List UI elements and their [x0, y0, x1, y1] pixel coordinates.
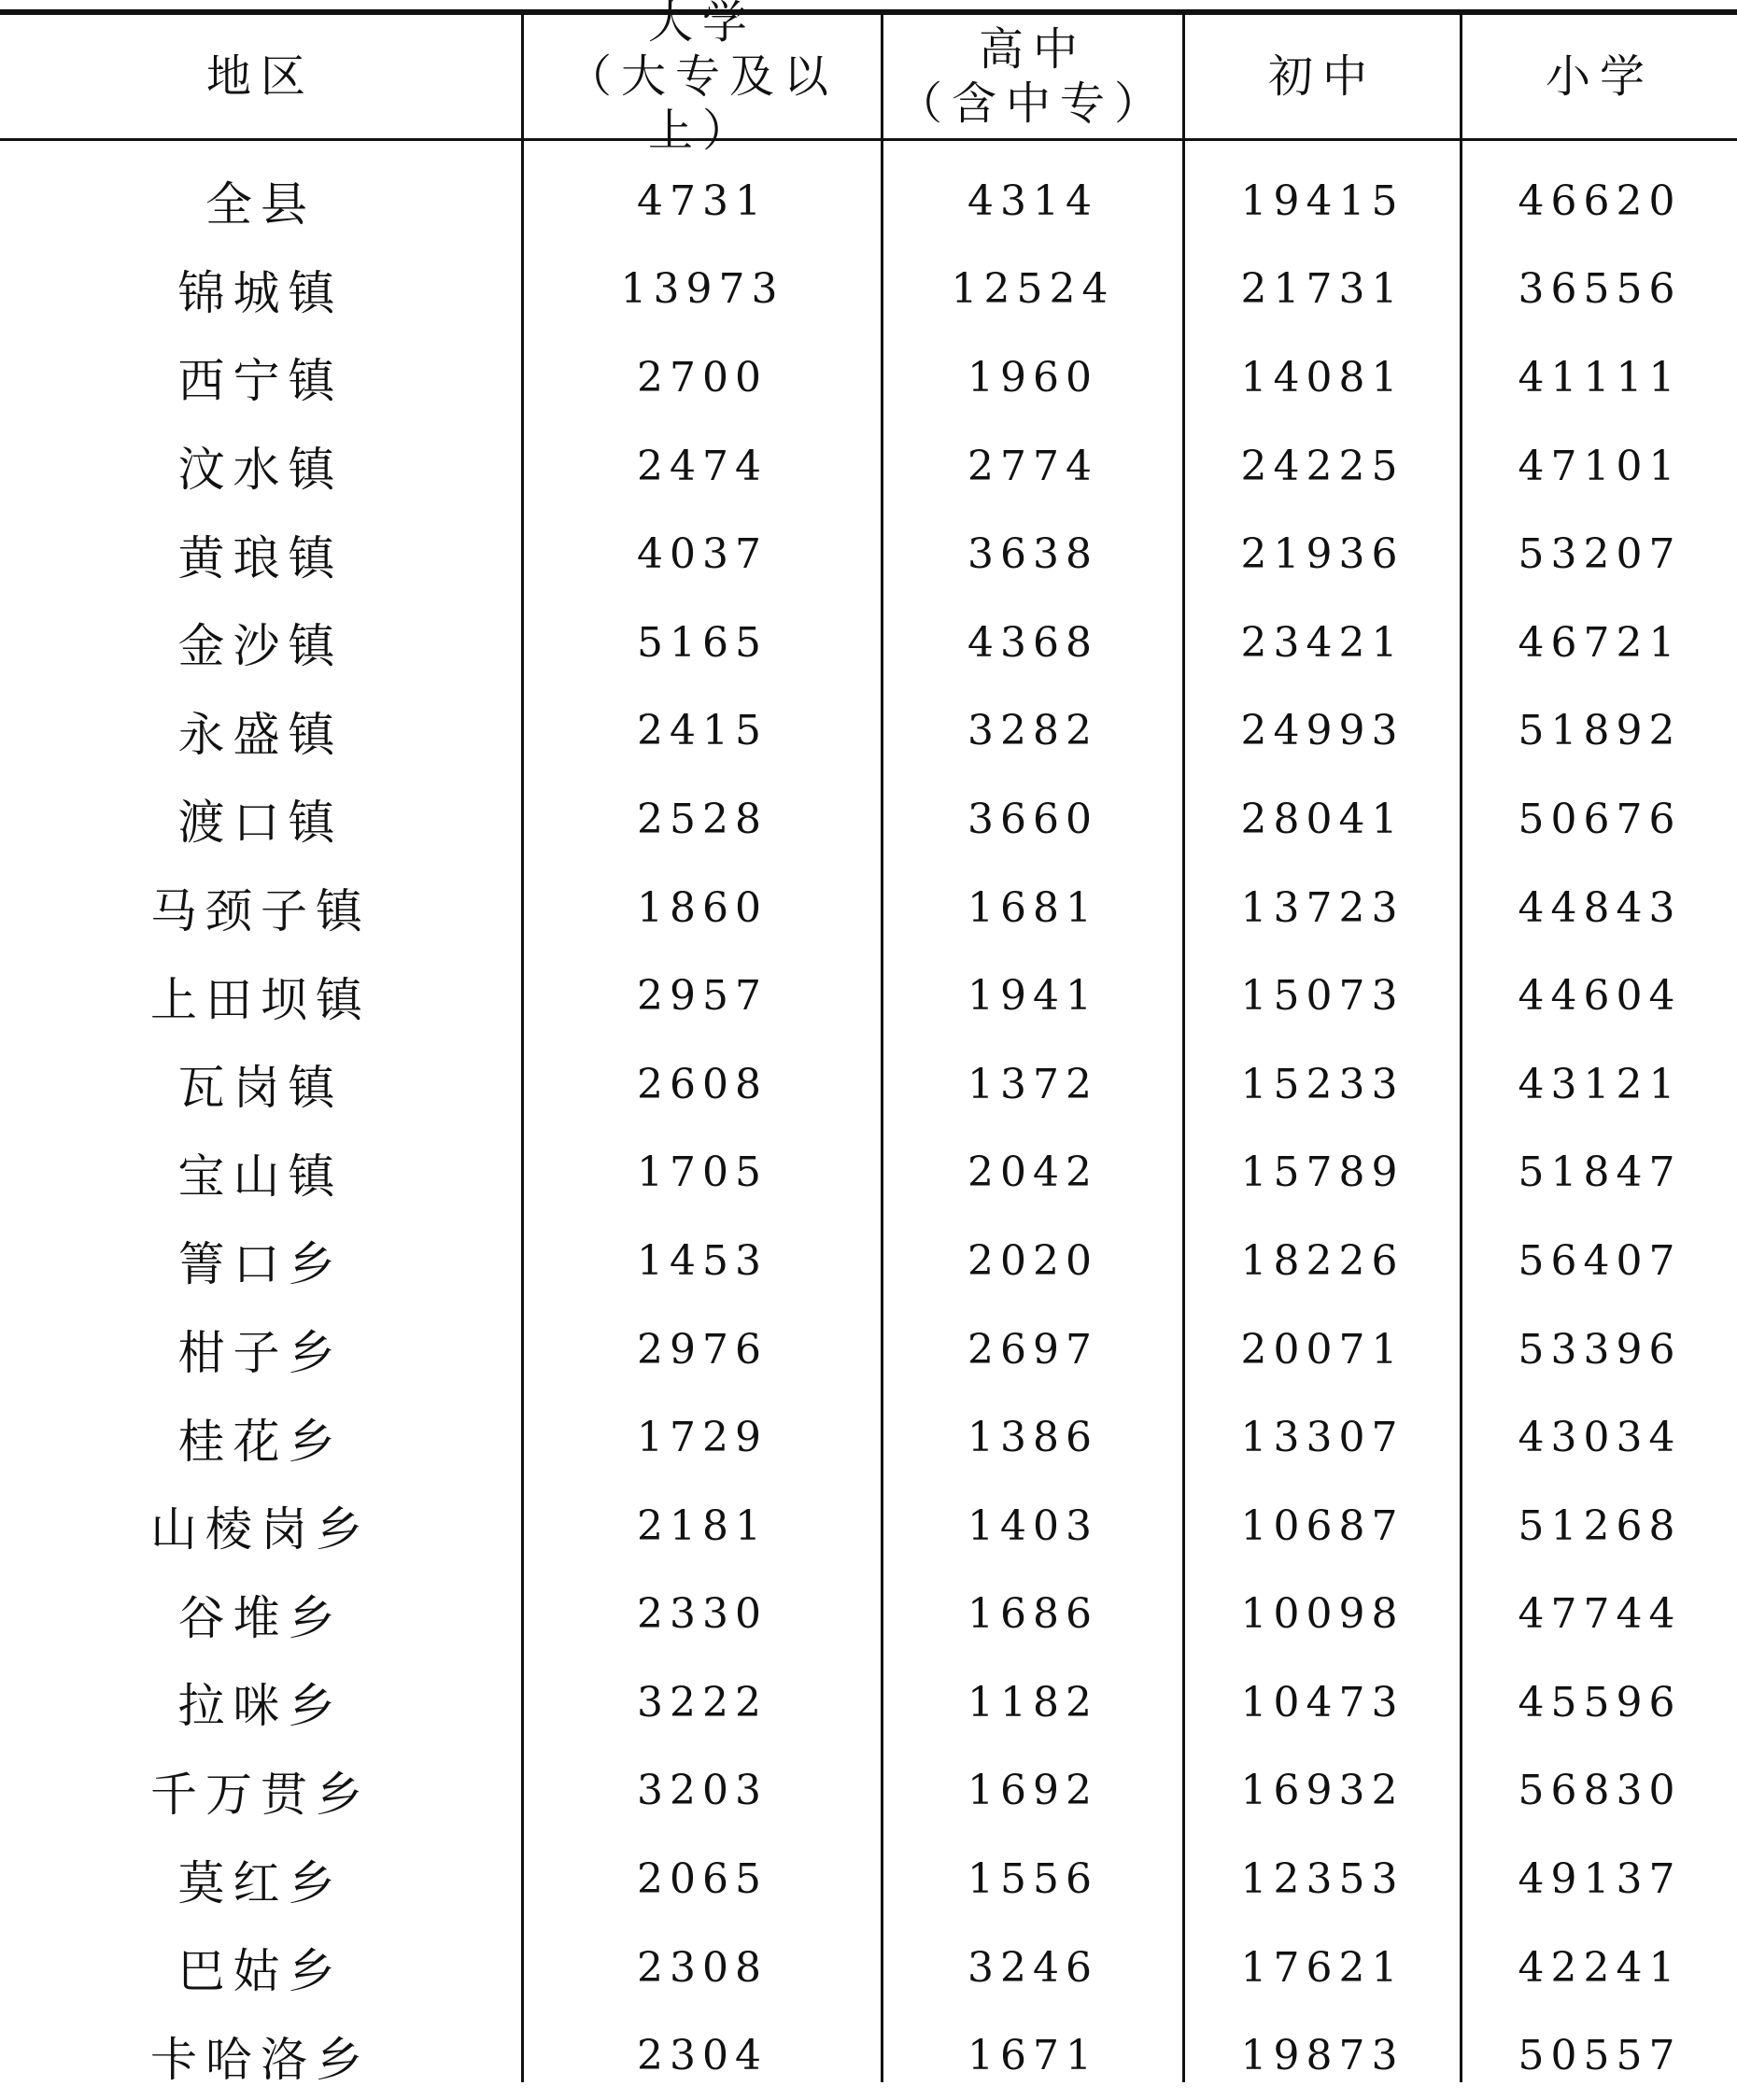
cell-university: 3203: [637, 1767, 768, 1815]
cell-junior-middle: 14081: [1240, 353, 1405, 402]
cell-high-school: 1372: [967, 1060, 1098, 1108]
cell-high-school: 1941: [967, 972, 1098, 1021]
cell-high-school: 1960: [967, 353, 1098, 402]
header-primary: [1462, 15, 1737, 138]
cell-region: 黄琅镇: [177, 530, 344, 585]
header-university-label: 大学: [647, 0, 756, 49]
cell-region: 马颈子镇: [150, 884, 371, 939]
cell-primary: 53207: [1518, 530, 1682, 579]
cell-high-school: 12524: [951, 265, 1115, 314]
header-university-note: （大专及以上）: [566, 50, 838, 157]
table-row: [0, 1129, 1737, 1218]
cell-primary: 47744: [1518, 1590, 1682, 1639]
table-row: [0, 1835, 1737, 1924]
cell-university: 2957: [637, 972, 768, 1021]
cell-junior-middle: 15789: [1240, 1149, 1405, 1197]
cell-region: 山棱岗乡: [150, 1502, 371, 1557]
cell-primary: 47101: [1518, 442, 1682, 490]
cell-university: 2330: [637, 1590, 768, 1639]
header-high-school-label: 高中: [978, 23, 1087, 76]
cell-primary: 53396: [1518, 1325, 1682, 1374]
cell-junior-middle: 13723: [1240, 883, 1405, 932]
cell-university: 2304: [637, 2032, 768, 2080]
cell-university: 1729: [637, 1414, 768, 1462]
cell-region: 金沙镇: [177, 619, 344, 674]
cell-junior-middle: 15233: [1240, 1060, 1405, 1108]
cell-university: 1453: [637, 1236, 768, 1285]
cell-university: 2308: [637, 1943, 768, 1992]
cell-junior-middle: 24993: [1240, 707, 1405, 755]
cell-junior-middle: 19415: [1240, 176, 1405, 225]
table-body: [0, 157, 1737, 2100]
cell-university: 2415: [637, 707, 768, 755]
cell-high-school: 1681: [967, 883, 1098, 932]
table-row: [0, 951, 1737, 1040]
cell-high-school: 3246: [967, 1943, 1098, 1992]
cell-primary: 43121: [1518, 1060, 1682, 1108]
cell-junior-middle: 12353: [1240, 1855, 1405, 1904]
cell-primary: 51268: [1518, 1501, 1682, 1550]
cell-junior-middle: 10098: [1240, 1590, 1405, 1639]
cell-high-school: 3660: [967, 795, 1098, 843]
cell-junior-middle: 13307: [1240, 1414, 1405, 1462]
table-row: [0, 2011, 1737, 2100]
header-high-school: [883, 15, 1182, 138]
cell-high-school: 1386: [967, 1414, 1098, 1462]
cell-primary: 41111: [1518, 353, 1682, 402]
cell-university: 5165: [637, 618, 768, 667]
cell-primary: 36556: [1518, 265, 1682, 314]
cell-junior-middle: 17621: [1240, 1943, 1405, 1992]
table-row: [0, 1393, 1737, 1482]
cell-high-school: 2697: [967, 1325, 1098, 1374]
table-row: [0, 864, 1737, 952]
cell-university: 2608: [637, 1060, 768, 1108]
cell-primary: 51892: [1518, 707, 1682, 755]
cell-primary: 46721: [1518, 618, 1682, 667]
cell-high-school: 1556: [967, 1855, 1098, 1904]
table-row: [0, 1658, 1737, 1747]
cell-region: 瓦岗镇: [177, 1061, 344, 1116]
cell-region: 千万贯乡: [150, 1767, 371, 1822]
table-row: [0, 157, 1737, 246]
cell-primary: 44604: [1518, 972, 1682, 1021]
table-row: [0, 599, 1737, 687]
cell-junior-middle: 15073: [1240, 972, 1405, 1021]
cell-primary: 50557: [1518, 2032, 1682, 2080]
cell-university: 1860: [637, 883, 768, 932]
cell-region: 莫红乡: [177, 1855, 344, 1910]
cell-region: 锦城镇: [177, 265, 344, 320]
cell-region: 拉咪乡: [177, 1679, 344, 1734]
cell-high-school: 2774: [967, 442, 1098, 490]
table-row: [0, 1571, 1737, 1659]
cell-region: 柑子乡: [177, 1326, 344, 1381]
table-row: [0, 333, 1737, 422]
cell-high-school: 4314: [967, 176, 1098, 225]
cell-primary: 56830: [1518, 1767, 1682, 1815]
table-row: [0, 775, 1737, 864]
cell-university: 3222: [637, 1678, 768, 1727]
cell-primary: 50676: [1518, 795, 1682, 843]
cell-primary: 44843: [1518, 883, 1682, 932]
cell-primary: 56407: [1518, 1236, 1682, 1285]
table-row: [0, 1040, 1737, 1129]
header-region-label: 地区: [205, 50, 315, 103]
table-row: [0, 1217, 1737, 1305]
cell-high-school: 2042: [967, 1149, 1098, 1197]
cell-region: 桂花乡: [177, 1414, 344, 1469]
header-junior-middle: [1185, 15, 1460, 138]
cell-junior-middle: 21936: [1240, 530, 1405, 579]
cell-junior-middle: 10687: [1240, 1501, 1405, 1550]
header-junior-middle-label: 初中: [1267, 50, 1377, 103]
cell-primary: 45596: [1518, 1678, 1682, 1727]
table-row: [0, 246, 1737, 334]
cell-region: 汶水镇: [177, 443, 344, 498]
cell-high-school: 3638: [967, 530, 1098, 579]
header-university: [524, 0, 881, 157]
table-row: [0, 510, 1737, 599]
cell-primary: 43034: [1518, 1414, 1682, 1462]
cell-high-school: 1686: [967, 1590, 1098, 1639]
table-row: [0, 1747, 1737, 1836]
cell-junior-middle: 16932: [1240, 1767, 1405, 1815]
cell-university: 2181: [637, 1501, 768, 1550]
cell-university: 4731: [637, 176, 768, 225]
cell-region: 卡哈洛乡: [150, 2032, 371, 2087]
cell-university: 2528: [637, 795, 768, 843]
cell-primary: 49137: [1518, 1855, 1682, 1904]
cell-region: 永盛镇: [177, 707, 344, 762]
cell-junior-middle: 23421: [1240, 618, 1405, 667]
cell-primary: 42241: [1518, 1943, 1682, 1992]
table-row: [0, 422, 1737, 511]
cell-region: 箐口乡: [177, 1237, 344, 1292]
cell-junior-middle: 28041: [1240, 795, 1405, 843]
cell-high-school: 1671: [967, 2032, 1098, 2080]
cell-region: 渡口镇: [177, 796, 344, 851]
cell-junior-middle: 18226: [1240, 1236, 1405, 1285]
cell-university: 1705: [637, 1149, 768, 1197]
table-row: [0, 687, 1737, 776]
cell-junior-middle: 10473: [1240, 1678, 1405, 1727]
cell-university: 2700: [637, 353, 768, 402]
table-row: [0, 1924, 1737, 2012]
cell-high-school: 1182: [967, 1678, 1098, 1727]
header-primary-label: 小学: [1545, 50, 1654, 103]
cell-university: 2065: [637, 1855, 768, 1904]
table-row: [0, 1482, 1737, 1571]
header-high-school-note: （含中专）: [897, 78, 1168, 130]
header-region: [0, 15, 521, 138]
cell-region: 上田坝镇: [150, 972, 371, 1027]
cell-region: 巴姑乡: [177, 1944, 344, 1999]
cell-primary: 51847: [1518, 1149, 1682, 1197]
cell-high-school: 2020: [967, 1236, 1098, 1285]
cell-university: 2474: [637, 442, 768, 490]
cell-region: 西宁镇: [177, 354, 344, 409]
cell-high-school: 4368: [967, 618, 1098, 667]
cell-university: 2976: [637, 1325, 768, 1374]
cell-region: 宝山镇: [177, 1149, 344, 1204]
cell-high-school: 3282: [967, 707, 1098, 755]
cell-university: 4037: [637, 530, 768, 579]
cell-junior-middle: 24225: [1240, 442, 1405, 490]
cell-junior-middle: 19873: [1240, 2032, 1405, 2080]
table-row: [0, 1305, 1737, 1394]
cell-junior-middle: 20071: [1240, 1325, 1405, 1374]
cell-region: 谷堆乡: [177, 1590, 344, 1645]
cell-high-school: 1403: [967, 1501, 1098, 1550]
cell-high-school: 1692: [967, 1767, 1098, 1815]
cell-university: 13973: [620, 265, 784, 314]
cell-primary: 46620: [1518, 176, 1682, 225]
cell-region: 全县: [205, 177, 316, 233]
cell-junior-middle: 21731: [1240, 265, 1405, 314]
